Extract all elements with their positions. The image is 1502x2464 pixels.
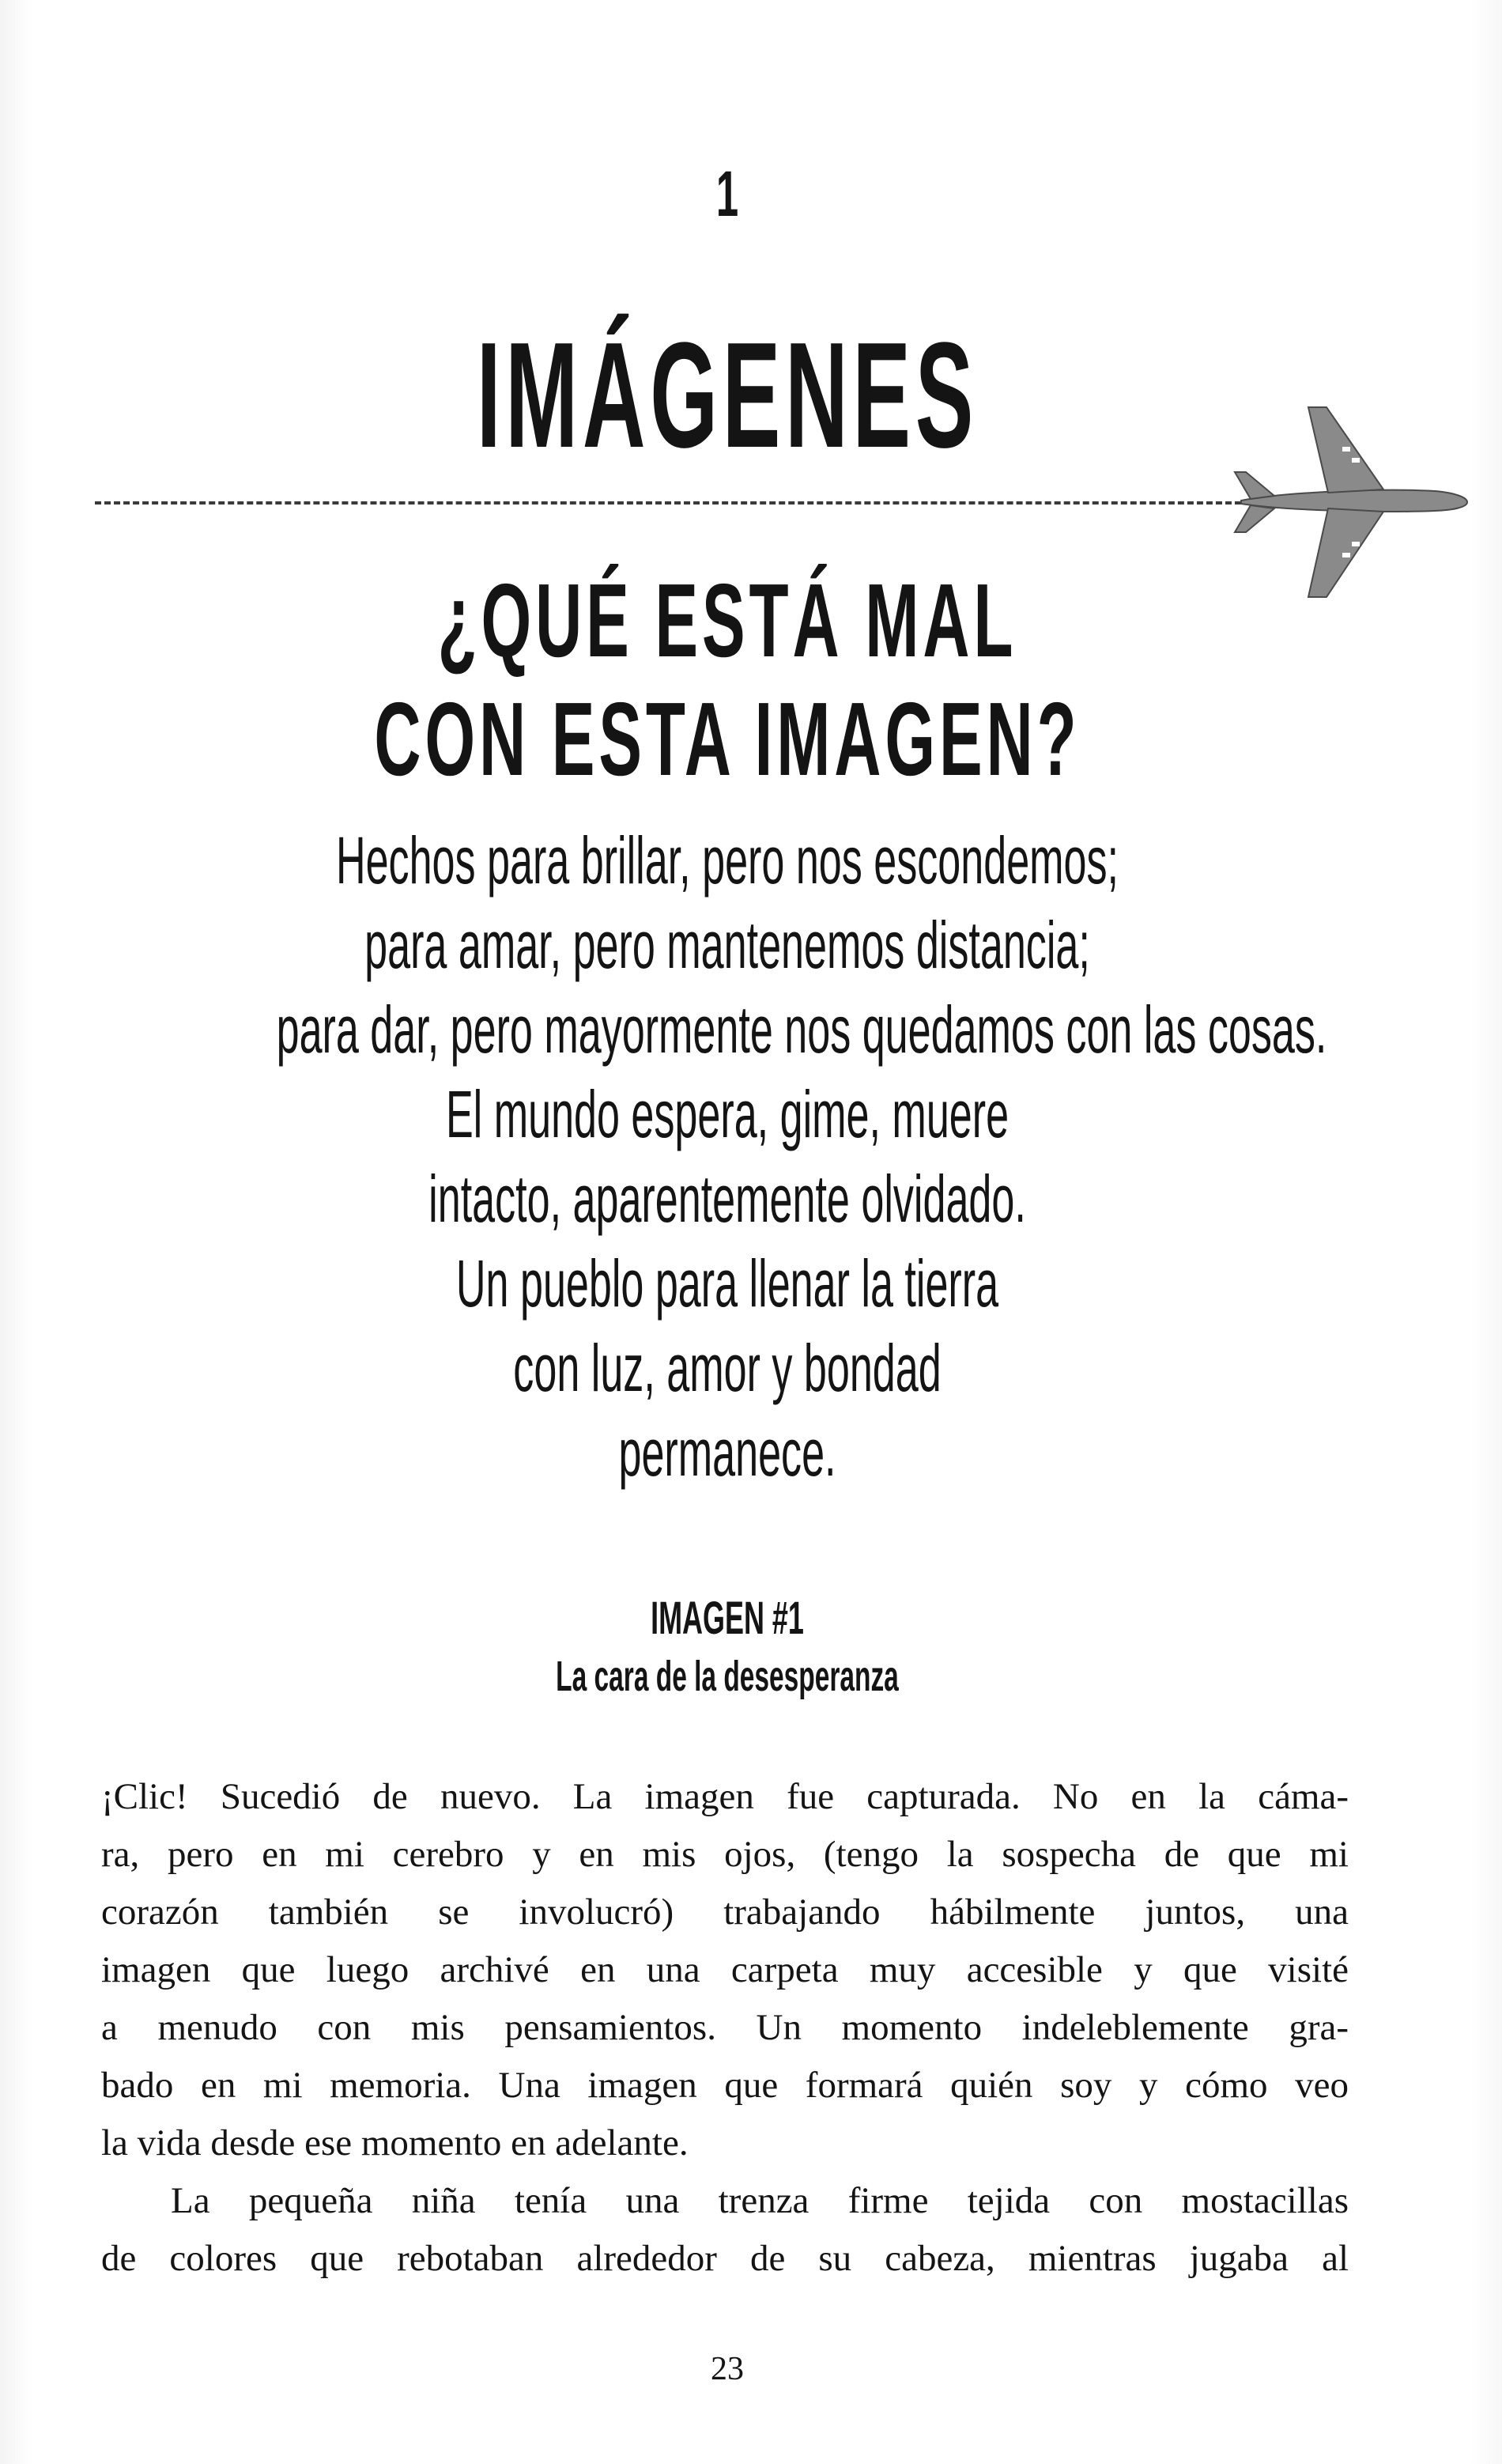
poem-line: para dar, pero mayormente nos quedamos con las cosas. <box>276 992 1327 1067</box>
airplane-icon <box>1233 399 1470 605</box>
body-line: La pequeña niña tenía una trenza firme tejida con mostacillas <box>171 2180 1349 2221</box>
chapter-title: IMÁGENES <box>476 312 979 479</box>
body-line: bado en mi memoria. Una imagen que formará quién soy y cómo veo <box>101 2065 1349 2106</box>
body-line: corazón también se involucró) trabajando hábilmente juntos, una <box>101 1891 1349 1933</box>
subsection-heading: IMAGEN #1 <box>651 1593 804 1644</box>
page-number: 23 <box>711 2351 744 2387</box>
body-line: la vida desde ese momento en adelante. <box>101 2122 689 2164</box>
section-title <box>277 561 1179 799</box>
poem-line: intacto, aparentemente olvidado. <box>428 1162 1026 1236</box>
dashed-divider <box>95 501 1241 505</box>
poem-line: El mundo espera, gime, muere <box>445 1077 1010 1151</box>
poem-line: Un pueblo para llenar la tierra <box>455 1246 999 1321</box>
section-title-line-1: ¿QUÉ ESTÁ MAL <box>437 562 1017 678</box>
body-line: ra, pero en mi cerebro y en mis ojos, (tengo la sospecha de que mi <box>101 1834 1349 1875</box>
body-text <box>101 1768 1349 2288</box>
subsection-subtitle: La cara de la desesperanza <box>556 1653 899 1700</box>
body-line: de colores que rebotaban alrededor de su cabeza, mientras jugaba al <box>101 2238 1349 2279</box>
section-title-line-2: CON ESTA IMAGEN? <box>374 681 1081 797</box>
poem-line: para amar, pero mantenemos distancia; <box>364 908 1090 982</box>
poem-line: Hechos para brillar, pero nos escondemos; <box>335 823 1119 898</box>
poem-line: permanece. <box>618 1415 836 1490</box>
body-line: ¡Clic! Sucedió de nuevo. La imagen fue capturada. No en la cáma- <box>101 1776 1349 1817</box>
poem <box>276 818 1327 1495</box>
body-line: imagen que luego archivé en una carpeta muy accesible y que visité <box>101 1949 1349 1990</box>
poem-line: con luz, amor y bondad <box>513 1331 942 1405</box>
body-line: a menudo con mis pensamientos. Un momento indeleblemente gra- <box>101 2007 1349 2048</box>
chapter-number: 1 <box>715 158 739 230</box>
